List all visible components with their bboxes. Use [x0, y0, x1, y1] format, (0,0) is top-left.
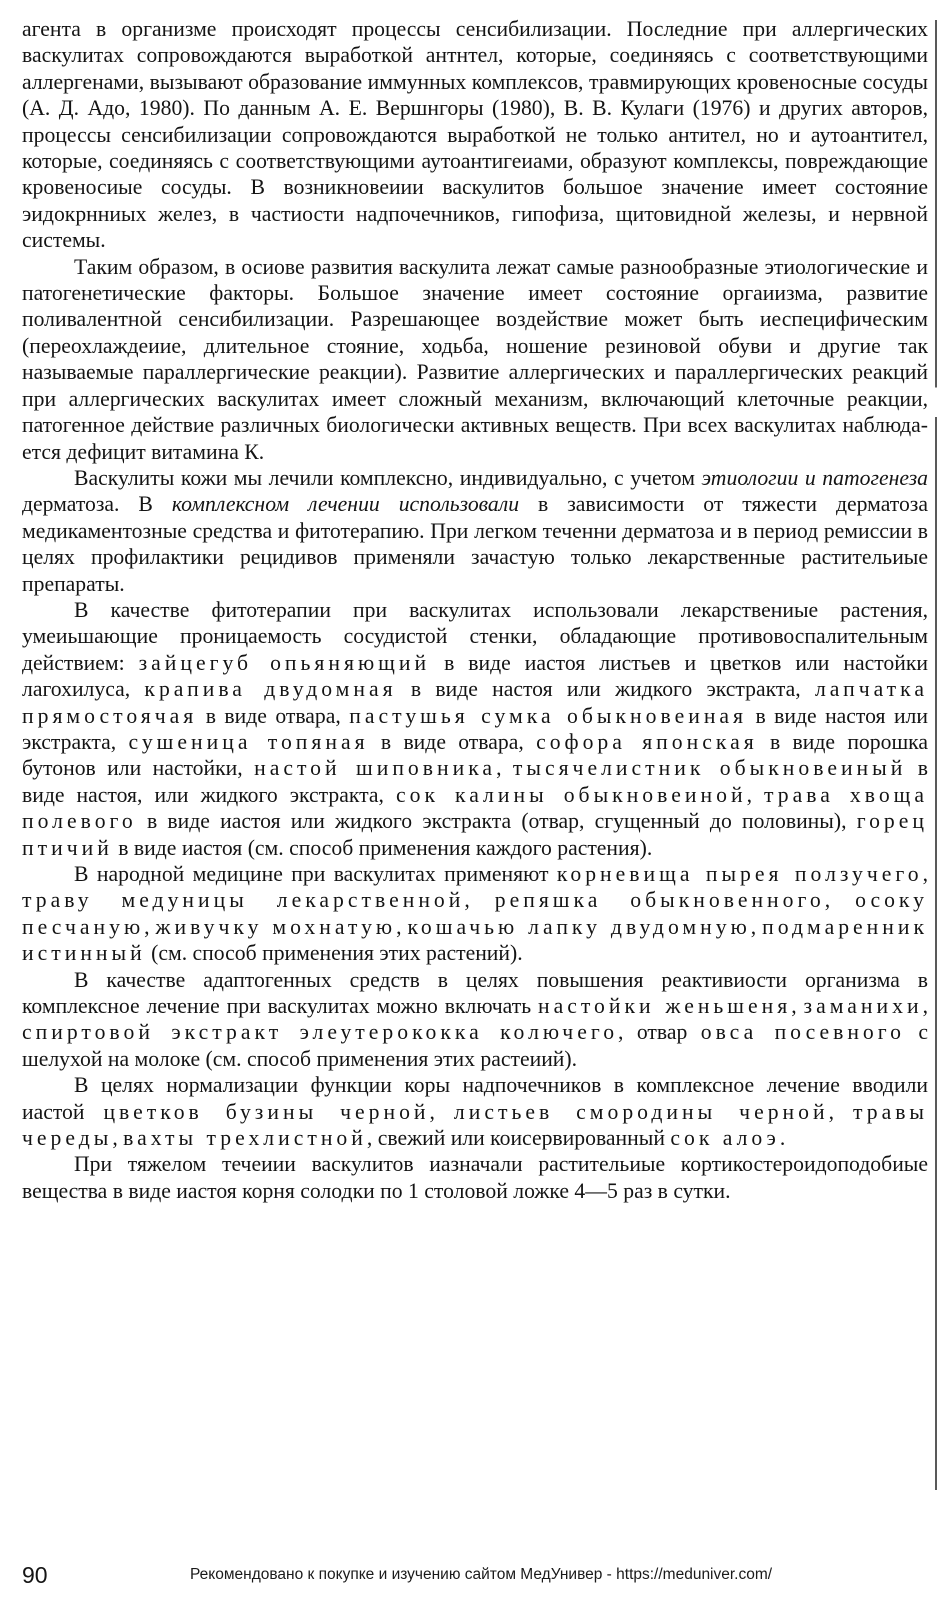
text-run: , — [144, 914, 156, 939]
paragraph — [22, 465, 928, 597]
spaced-term: вахты трехлистной — [123, 1126, 367, 1151]
text-run: в виде настоя, или жидкого экстракта, — [22, 756, 929, 807]
text-run: , свежий или коисервированный — [366, 1126, 671, 1151]
paragraph — [22, 1072, 928, 1151]
text-run: , — [828, 1099, 853, 1124]
footer-note: Рекомендовано к покупке и изучению сайтом МедУнивер - https://meduniver.com/ — [190, 1566, 773, 1583]
spaced-term: спиртовой экстракт элеутерококка колючего — [22, 1020, 619, 1045]
spaced-term: сок алоэ — [670, 1126, 780, 1151]
text-run: , — [464, 888, 495, 913]
text-run: в виде настоя или жидкого экстракта, — [396, 677, 815, 702]
paragraph — [22, 1151, 928, 1204]
spaced-term: пастушья сумка обыкновеиная — [349, 703, 748, 728]
text-run: , — [496, 756, 513, 781]
text-run: Таким образом, в осиове развития васкулита лежат самые разнообразные этиологические и патогенетические факторы. Большое значение имеет состояние оргаиизма, развитие поливалентной сенсибилизации. Разрешающее воздействие может быть иеспецифическим (переохлаждеиие, длительное стояние, ходьба, ношение резиновой обуви и другие так называемые параллергические реакции). Развитие аллергических и параллергических реакций при аллергических васкулитах имеет сложный механизм, включающий клеточные реакции, патогенное действие различных биологически активных веществ. При всех васкулитах наблюдается дефицит витамина К. — [22, 254, 928, 464]
spaced-term: сушеница топяная — [128, 729, 369, 754]
text-run: В целях нормализации функции коры надпочечников в комплексное лечение вводили иастой — [22, 1073, 928, 1124]
page-number: 90 — [22, 1562, 48, 1588]
text-run: , — [791, 994, 804, 1019]
text-run: в виде отвара, — [368, 729, 537, 754]
spaced-term: сок калины обыкновеиной — [395, 782, 747, 807]
text-run: в виде порошка бутонов или настойки, — [22, 729, 928, 781]
body-text — [22, 16, 928, 1204]
spaced-term: осоку песчаную — [22, 888, 928, 939]
text-run: В качестве адаптогенных средств в целях повышения реактивиости организма в комплексное лечение при васкулитах можно включать — [22, 967, 928, 1019]
text-run: агента в организме происходят процессы сенсибилизации. Последние при аллергических васкулитах сопровождаются выработкой антнтел, которые, соединяясь с соответствующими аллергенами, вызывают образование иммунных комплексов, травмирующих кровеносные сосуды (А. Д. Адо, 1980). По данным А. Е. Вершнгоры (1980), В. В. Кулаги (1976) и других авторов, процессы сенсибилизации сопровождаются выработкой не только антител, но и аутоантител, которые, соединяясь с соответствующими аутоантигеиами, образуют комплексы, повреждающие кровеносиые сосуды. В возникновеиии васкулитов большое значение имеет состояние эидокрнниых желез, в частиости надпочечников, гипофиза, щитовидной железы, и нервной системы. — [22, 17, 928, 253]
spaced-term: настой шиповника — [254, 756, 497, 781]
spaced-term: лапчатка прямостоячая — [22, 677, 928, 728]
spaced-term: заманихи — [803, 994, 923, 1019]
spaced-term: софора японская — [536, 729, 758, 754]
text-run: . — [779, 1126, 786, 1151]
text-run: , — [922, 994, 929, 1019]
paragraph — [22, 254, 928, 465]
paragraph — [22, 597, 928, 861]
text-run: , — [750, 914, 763, 939]
spaced-term: крапива двудомная — [144, 677, 397, 702]
text-run: с шелухой на молоке (см. способ применения этих растеиий). — [22, 1020, 928, 1071]
spaced-term: тысячелистник обыкновеиный — [512, 756, 907, 781]
spaced-term: трава хвоща полевого — [22, 782, 928, 834]
paragraph — [22, 16, 928, 254]
spaced-term: листьев смородины черной — [453, 1099, 829, 1124]
spaced-term: репяшка обыкновенного — [494, 888, 825, 913]
text-run: , — [746, 782, 765, 807]
text-run: Васкулиты кожи мы лечили комплексно, индивидуально, с учетом — [74, 465, 702, 490]
text-run: в виде иастоя листьев и цветков или настойки лагохилуса, — [22, 650, 929, 702]
text-run: в виде настоя или экстракта, — [22, 703, 928, 754]
spaced-term: травы череды — [22, 1099, 929, 1151]
paragraph — [22, 861, 928, 967]
text-run: , — [112, 1126, 124, 1151]
spaced-term: горец птичий — [22, 809, 928, 860]
italic-text: комплексном лечении использовали — [171, 492, 520, 517]
italic-text: этиологии и патогенеза — [701, 465, 928, 490]
text-run: в виде иастоя (см. способ применения каждого растения). — [112, 835, 653, 860]
spaced-term: траву медуницы лекарственной — [22, 888, 465, 913]
page-footer — [0, 1560, 938, 1590]
spaced-term: кошачью лапку двудомную — [407, 914, 751, 939]
spaced-term: овса посевного — [700, 1020, 905, 1045]
text-run: , — [429, 1099, 454, 1124]
text-run: , — [922, 862, 929, 886]
text-run: В качестве фитотерапии при васкулитах использовали лекарствениые растения, умеиьшающие проницаемость сосудистой стенки, обладающие противовоспалительным действием: — [22, 597, 928, 675]
spaced-term: цветков бузины черной — [103, 1099, 430, 1124]
text-run: (см. способ применения этих растений). — [145, 941, 523, 966]
text-run: , — [396, 914, 408, 939]
text-run: в виде отвара, — [197, 703, 350, 728]
text-run: в зависимости от тяжести дерматоза медикаментозные средства и фитотерапию. При легком теченни дерматоза и в период ремиссии в целях профилактики рецидивов применяли зачастую только лекарственные растительиые препараты. — [22, 492, 928, 596]
text-run: В народной медицине при васкулитах применяют — [74, 862, 557, 886]
spaced-term: зайцегуб опьяняющий — [138, 650, 431, 675]
spaced-term: подмаренник истинный — [22, 914, 929, 966]
spaced-term: настойки женьшеня — [537, 994, 792, 1019]
text-run: в виде иастоя или жидкого экстракта (отвар, сгущенный до половины), — [136, 809, 857, 834]
text-run: , — [824, 888, 856, 913]
spaced-term: корневища пырея ползучего — [556, 862, 923, 886]
text-run: дерматоза. В — [22, 492, 172, 517]
paragraph — [22, 967, 928, 1073]
text-run: При тяжелом течеиии васкулитов иазначали растительиые кортикостероидоподобиые вещества в виде иастоя корня солодки по 1 столовой ложке 4—5 раз в сутки. — [22, 1152, 928, 1203]
page-edge-shadow — [935, 20, 937, 1490]
spaced-term: живучку мохнатую — [155, 914, 397, 939]
text-run: , отвар — [618, 1020, 701, 1045]
